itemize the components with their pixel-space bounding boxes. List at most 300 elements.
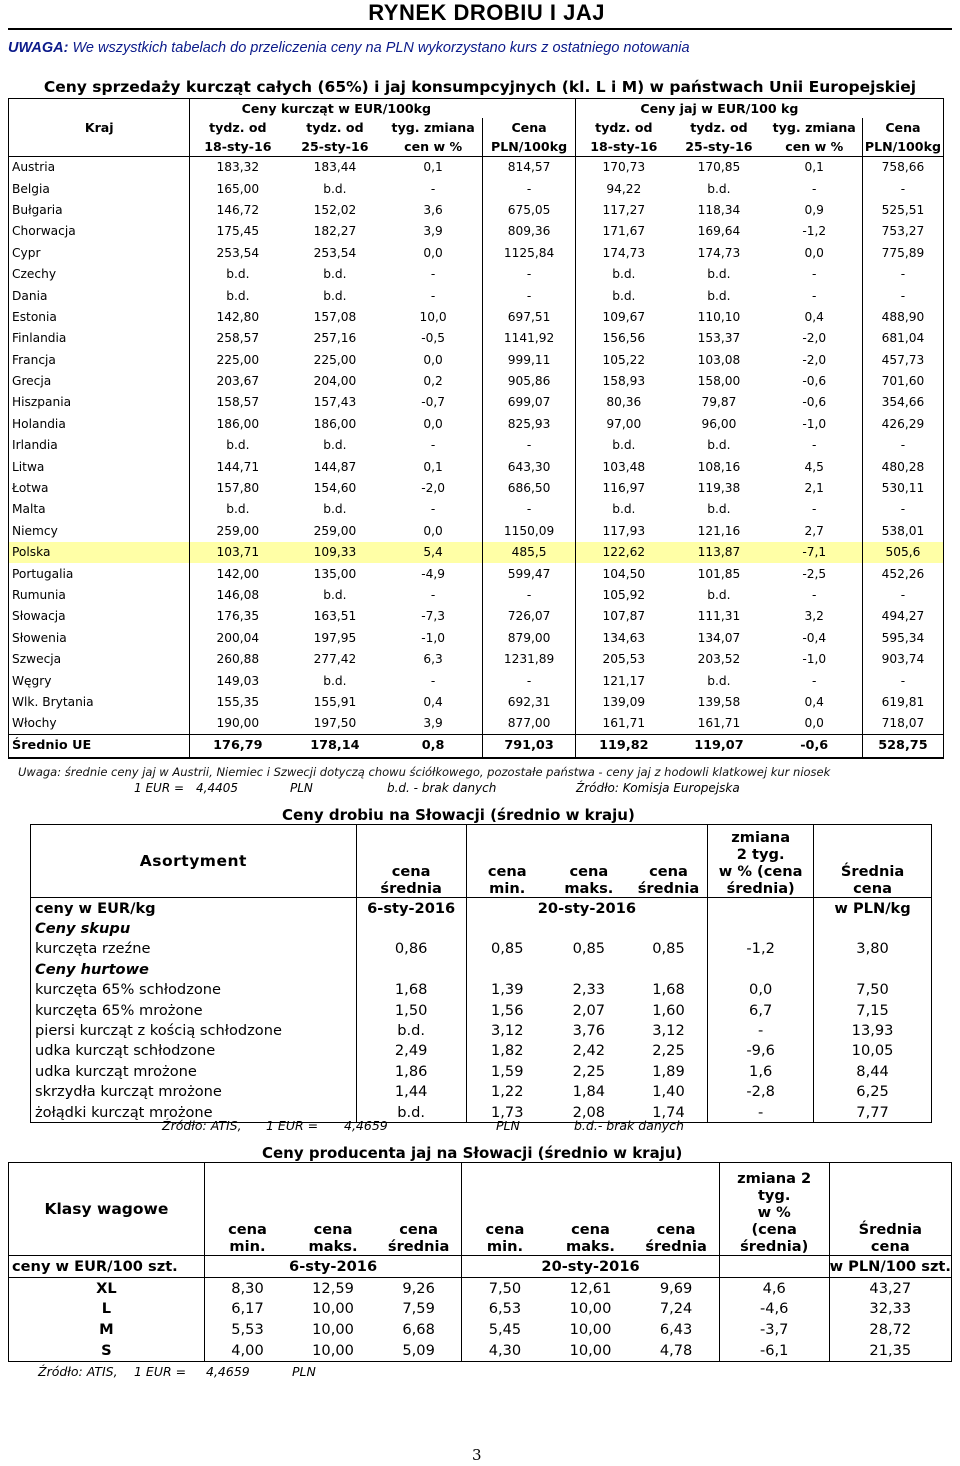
cell-chicken-pln: - xyxy=(482,670,576,691)
cell-class: XL xyxy=(9,1277,205,1298)
cell-pln: 43,27 xyxy=(829,1277,951,1298)
table-row xyxy=(9,242,944,263)
sk-eggs-rate-label: 1 EUR = xyxy=(134,1364,187,1379)
cell-product: żołądki kurcząt mrożone xyxy=(31,1102,357,1123)
table-row xyxy=(9,1277,952,1298)
header-week-b-date: 25-sty-16 xyxy=(285,137,384,157)
cell-eggs-week-a: 171,67 xyxy=(576,221,671,242)
table-row xyxy=(9,499,944,520)
cell-eggs-week-b: 96,00 xyxy=(701,416,737,431)
cell-eggs-pln: 619,81 xyxy=(862,691,943,712)
cell-min-b: 4,30 xyxy=(462,1340,548,1361)
cell-avg-b: 4,78 xyxy=(633,1340,719,1361)
cell-avg-a: 1,86 xyxy=(356,1061,466,1081)
header-min-2: min. xyxy=(229,1238,266,1255)
cell-eggs-change: 0,4 xyxy=(804,694,824,709)
header-week-a-date: 18-sty-16 xyxy=(576,137,671,157)
cell-chicken-week-a: 103,71 xyxy=(190,542,285,563)
header-week-a: tydz. od xyxy=(190,118,285,137)
average-value: 119,07 xyxy=(671,734,766,758)
cell-chicken-pln: - xyxy=(482,584,576,605)
table-row xyxy=(9,606,944,627)
cell-eggs-week-a: 116,97 xyxy=(576,477,671,498)
cell-eggs-week-a: 105,92 xyxy=(576,584,671,605)
cell-min: 0,85 xyxy=(466,939,548,959)
cell-product: udka kurcząt schłodzone xyxy=(31,1041,357,1061)
cell-eggs-week-b: 119,38 xyxy=(697,481,741,496)
cell-chicken-week-b: b.d. xyxy=(323,181,347,196)
cell-eggs-change: - xyxy=(812,181,817,196)
header-avg2 xyxy=(630,825,708,898)
cell-product: udka kurcząt mrożone xyxy=(31,1061,357,1081)
cell-chicken-week-b: 259,00 xyxy=(313,523,357,538)
cell-chicken-week-b: b.d. xyxy=(323,588,347,602)
cell-pln: 28,72 xyxy=(829,1319,951,1340)
cell-pln: 3,80 xyxy=(814,939,932,959)
cell-avg-b: 1,74 xyxy=(630,1102,708,1123)
cell-eggs-week-a: 174,73 xyxy=(576,242,671,263)
cell-eggs-week-a: 122,62 xyxy=(576,542,671,563)
cell-avg-b: 1,40 xyxy=(652,1083,685,1101)
cell-eggs-pln: 488,90 xyxy=(862,306,943,327)
cell-eggs-week-a: b.d. xyxy=(576,435,671,456)
cell-country: Węgry xyxy=(9,670,190,691)
cell-eggs-change: 0,4 xyxy=(804,309,824,324)
cell-country: Grecja xyxy=(9,370,190,391)
header-pln-1: Średnia xyxy=(858,1221,922,1238)
sk-eggs-table xyxy=(8,1162,952,1362)
subheader-wholesale: Ceny hurtowe xyxy=(31,959,357,979)
cell-eggs-pln: 753,27 xyxy=(862,221,943,242)
header-avg xyxy=(356,825,466,898)
sk-eggs-source: Źródło: ATIS, xyxy=(38,1364,118,1379)
cell-country: Austria xyxy=(9,157,190,178)
cell-eggs-change: -1,0 xyxy=(802,416,827,431)
cell-blank xyxy=(356,918,466,938)
cell-blank xyxy=(356,959,466,979)
cell-eggs-week-a: b.d. xyxy=(576,263,671,284)
header-avg-1: cena xyxy=(656,1221,696,1238)
header-group-chicken: Ceny kurcząt w EUR/100kg xyxy=(190,99,482,119)
cell-eggs-pln: 775,89 xyxy=(862,242,943,263)
sk-eggs-rows xyxy=(9,1277,952,1361)
header-price-unit: PLN/100kg xyxy=(482,137,576,157)
cell-min: 1,39 xyxy=(466,980,548,1000)
cell-change: -6,1 xyxy=(719,1340,829,1361)
cell-country: Słowacja xyxy=(9,606,190,627)
cell-eggs-week-a: 117,93 xyxy=(576,520,671,541)
cell-chicken-week-b: 257,16 xyxy=(313,331,357,346)
rate-unit: PLN xyxy=(290,781,313,795)
cell-country: Czechy xyxy=(9,263,190,284)
cell-max-b: 10,00 xyxy=(569,1321,612,1339)
cell-chicken-week-a: 165,00 xyxy=(190,178,285,199)
cell-chicken-change: 5,4 xyxy=(385,542,483,563)
header-change-1: zmiana xyxy=(731,829,791,846)
cell-eggs-week-a: 158,93 xyxy=(576,370,671,391)
average-value: 176,79 xyxy=(190,734,285,758)
cell-chicken-change: -1,0 xyxy=(421,630,446,645)
cell-chicken-week-b: 197,95 xyxy=(313,630,357,645)
sk-eggs-rate-unit: PLN xyxy=(292,1364,316,1379)
cell-avg-a: b.d. xyxy=(356,1102,466,1123)
cell-eggs-change: -0,4 xyxy=(802,630,827,645)
cell-chicken-week-a: 176,35 xyxy=(190,606,285,627)
cell-chicken-week-a: 258,57 xyxy=(190,328,285,349)
sk-poultry-source: Źródło: ATIS, xyxy=(162,1118,242,1133)
cell-max: 2,42 xyxy=(572,1042,606,1060)
cell-chicken-week-b: 197,50 xyxy=(313,716,357,731)
cell-eggs-change: 2,1 xyxy=(804,481,824,496)
cell-eggs-change: -0,6 xyxy=(802,374,827,389)
cell-chicken-week-a: 144,71 xyxy=(190,456,285,477)
cell-chicken-week-b: 135,00 xyxy=(313,566,357,581)
rate-value: 4,4405 xyxy=(196,781,238,795)
cell-eggs-week-a: 121,17 xyxy=(576,670,671,691)
bd-note: b.d. - brak danych xyxy=(387,781,497,795)
cell-chicken-change: 0,1 xyxy=(423,459,443,474)
cell-min-a: 5,53 xyxy=(204,1319,290,1340)
cell-eggs-change: 0,0 xyxy=(804,716,824,731)
cell-country: Niemcy xyxy=(9,520,190,541)
cell-country: Dania xyxy=(9,285,190,306)
table-row xyxy=(9,477,944,498)
cell-eggs-pln: - xyxy=(862,584,943,605)
header-min-1: cena xyxy=(228,1221,267,1238)
cell-blank xyxy=(548,918,630,938)
table-row xyxy=(31,1061,932,1081)
cell-eggs-week-b: 118,34 xyxy=(697,202,741,217)
cell-pln: 7,77 xyxy=(814,1102,932,1123)
date-a: 6-sty-2016 xyxy=(204,1256,461,1278)
cell-eggs-pln: - xyxy=(862,263,943,284)
cell-eggs-pln: 426,29 xyxy=(862,413,943,434)
header-price: Cena xyxy=(862,118,943,137)
cell-blank xyxy=(630,959,708,979)
cell-chicken-week-a: 158,57 xyxy=(190,392,285,413)
cell-eggs-week-b: b.d. xyxy=(707,588,731,602)
cell-eggs-pln: 718,07 xyxy=(862,713,943,734)
cell-eggs-week-a: 97,00 xyxy=(576,413,671,434)
cell-pln: 32,33 xyxy=(829,1299,951,1320)
cell-country: Łotwa xyxy=(9,477,190,498)
header-blank xyxy=(9,99,190,119)
header-change-unit: cen w % xyxy=(385,137,483,157)
cell-class: L xyxy=(9,1299,205,1320)
sk-poultry-bd-note: b.d.- brak danych xyxy=(574,1118,684,1133)
header-change-2: 2 tyg. xyxy=(736,846,785,863)
header-max-1: cena xyxy=(313,1221,353,1238)
cell-chicken-pln: - xyxy=(482,435,576,456)
cell-chicken-week-a: 149,03 xyxy=(190,670,285,691)
cell-min: 1,59 xyxy=(466,1061,548,1081)
header-group-eggs: Ceny jaj w EUR/100 kg xyxy=(576,99,862,119)
cell-min: 1,73 xyxy=(466,1102,548,1123)
cell-min-b: 7,50 xyxy=(462,1277,548,1298)
header-pln xyxy=(829,1163,951,1256)
cell-country: Hiszpania xyxy=(9,392,190,413)
eu-table-title: Ceny sprzedaży kurcząt całych (65%) i jaj konsumpcyjnych (kl. L i M) w państwach Unii Europejskiej xyxy=(43,78,917,96)
cell-eggs-pln: - xyxy=(862,499,943,520)
cell-chicken-week-a: 142,80 xyxy=(190,306,285,327)
cell-eggs-week-b: 121,16 xyxy=(697,523,741,538)
cell-eggs-week-a: 103,48 xyxy=(576,456,671,477)
cell-eggs-pln: - xyxy=(862,435,943,456)
cell-min: 1,82 xyxy=(466,1041,548,1061)
cell-chicken-week-a: 142,00 xyxy=(190,563,285,584)
cell-chicken-week-b: b.d. xyxy=(323,673,347,688)
cell-eggs-change: -0,6 xyxy=(802,395,827,410)
header-change: tyg. zmiana xyxy=(772,120,856,135)
cell-country: Słowenia xyxy=(9,627,190,648)
average-value: 119,82 xyxy=(576,734,671,758)
cell-country: Polska xyxy=(9,542,190,563)
cell-eggs-pln: 595,34 xyxy=(862,627,943,648)
header-avg-1: cena xyxy=(391,863,431,880)
cell-eggs-pln: 538,01 xyxy=(862,520,943,541)
cell-country: Portugalia xyxy=(9,563,190,584)
cell-chicken-pln: 1231,89 xyxy=(482,648,576,669)
cell-max-a: 12,59 xyxy=(290,1277,376,1298)
cell-chicken-week-b: 183,44 xyxy=(313,160,357,175)
header-max xyxy=(290,1163,376,1256)
cell-eggs-week-b: 101,85 xyxy=(697,566,741,581)
cell-chicken-week-b: 157,43 xyxy=(313,395,357,410)
cell-chicken-change: 6,3 xyxy=(423,652,443,667)
cell-max: 2,33 xyxy=(572,981,606,999)
header-min-1: cena xyxy=(487,863,527,880)
table-row xyxy=(9,370,944,391)
cell-chicken-pln: 1125,84 xyxy=(482,242,576,263)
header-avg2-1: cena xyxy=(649,863,688,880)
table-row xyxy=(31,1041,932,1061)
cell-chicken-pln: - xyxy=(482,263,576,284)
cell-avg-b: 6,43 xyxy=(659,1321,693,1339)
cell-eggs-change: 0,0 xyxy=(804,245,824,260)
cell-eggs-change: - xyxy=(812,438,817,453)
cell-chicken-change: 0,1 xyxy=(423,160,443,175)
cell-eggs-week-b: b.d. xyxy=(707,502,731,517)
date-b: 20-sty-2016 xyxy=(466,898,708,919)
header-week-a: tydz. od xyxy=(576,118,671,137)
cell-chicken-week-a: b.d. xyxy=(190,499,285,520)
cell-chicken-week-b: 182,27 xyxy=(313,224,357,239)
eu-source: Źródło: Komisja Europejska xyxy=(576,781,740,795)
sk-eggs-title: Ceny producenta jaj na Słowacji (średnio w kraju) xyxy=(262,1144,683,1162)
cell-pln: 8,44 xyxy=(814,1061,932,1081)
header-change-4: średnia) xyxy=(726,880,795,897)
cell-eggs-pln: 480,28 xyxy=(862,456,943,477)
header-blank xyxy=(862,99,943,119)
cell-eggs-week-b: b.d. xyxy=(707,267,731,282)
table-row xyxy=(9,1299,952,1320)
cell-avg-b: 3,12 xyxy=(652,1022,685,1040)
cell-chicken-week-b: 163,51 xyxy=(313,609,357,624)
cell-chicken-week-b: 155,91 xyxy=(313,694,357,709)
cell-chicken-pln: 809,36 xyxy=(482,221,576,242)
cell-chicken-pln: - xyxy=(482,499,576,520)
cell-eggs-week-a: 80,36 xyxy=(576,392,671,413)
cell-chicken-change: 0,4 xyxy=(423,694,443,709)
cell-chicken-pln: 697,51 xyxy=(482,306,576,327)
table-row xyxy=(31,1000,932,1020)
cell-eggs-week-a: 105,22 xyxy=(576,349,671,370)
table-row xyxy=(31,1020,932,1040)
table-row xyxy=(9,1319,952,1340)
header-avg2-2: średnia xyxy=(637,880,700,897)
cell-eggs-week-b: 158,00 xyxy=(697,374,741,389)
cell-eggs-pln: - xyxy=(862,178,943,199)
cell-chicken-week-a: 157,80 xyxy=(190,477,285,498)
cell-avg-a: 6,68 xyxy=(402,1321,435,1339)
table-row xyxy=(9,306,944,327)
header-avg-1: cena xyxy=(399,1221,439,1238)
cell-blank xyxy=(814,918,932,938)
cell-avg-a: 2,49 xyxy=(356,1041,466,1061)
cell-country: Szwecja xyxy=(9,648,190,669)
cell-country: Francja xyxy=(9,349,190,370)
cell-product: kurczęta rzeźne xyxy=(31,939,357,959)
cell-class: M xyxy=(9,1319,205,1340)
table-row xyxy=(9,1340,952,1361)
cell-eggs-week-a: b.d. xyxy=(576,499,671,520)
cell-product: kurczęta 65% schłodzone xyxy=(31,980,357,1000)
cell-chicken-week-a: 183,32 xyxy=(190,157,285,178)
header-pln xyxy=(814,825,932,898)
header-change-unit: cen w % xyxy=(767,137,863,157)
cell-country: Malta xyxy=(9,499,190,520)
cell-chicken-change: -2,0 xyxy=(421,481,446,496)
page-title: RYNEK DROBIU I JAJ xyxy=(368,0,605,25)
date-a: 6-sty-2016 xyxy=(356,898,466,919)
cell-change: -1,2 xyxy=(708,939,814,959)
header-min-2: min. xyxy=(489,880,526,897)
cell-country: Belgia xyxy=(9,178,190,199)
table-row xyxy=(9,542,944,563)
cell-chicken-week-b: 157,08 xyxy=(313,309,357,324)
cell-chicken-change: - xyxy=(430,673,436,688)
cell-chicken-pln: 675,05 xyxy=(482,199,576,220)
title-divider xyxy=(8,28,952,30)
cell-eggs-change: -2,0 xyxy=(802,352,827,367)
header-change xyxy=(708,825,814,898)
header-week-b-date: 25-sty-16 xyxy=(671,137,766,157)
cell-chicken-pln: 879,00 xyxy=(482,627,576,648)
cell-chicken-pln: - xyxy=(482,178,576,199)
header-change-3: w % (cena xyxy=(718,863,803,880)
header-max xyxy=(548,1163,634,1256)
date-b: 20-sty-2016 xyxy=(462,1256,719,1278)
cell-avg-b: 9,69 xyxy=(633,1277,719,1298)
cell-chicken-change: 3,6 xyxy=(423,202,443,217)
cell-eggs-week-b: 153,37 xyxy=(697,331,741,346)
cell-eggs-change: -7,1 xyxy=(767,542,863,563)
cell-eggs-change: - xyxy=(812,288,817,303)
cell-eggs-change: 2,7 xyxy=(804,523,824,538)
cell-eggs-week-b: 139,58 xyxy=(697,694,741,709)
cell-eggs-week-b: 134,07 xyxy=(697,630,741,645)
header-price-unit: PLN/100kg xyxy=(862,137,943,157)
cell-chicken-week-a: 155,35 xyxy=(190,691,285,712)
header-avg-2: średnia xyxy=(380,880,442,897)
cell-country: Irlandia xyxy=(9,435,190,456)
cell-chicken-week-a: 259,00 xyxy=(190,520,285,541)
sk-eggs-rate-value: 4,4659 xyxy=(206,1364,250,1379)
header-avg-2: średnia xyxy=(645,1238,707,1255)
table-row xyxy=(9,328,944,349)
table-row xyxy=(31,980,932,1000)
cell-eggs-pln: 494,27 xyxy=(862,606,943,627)
cell-eggs-change: 0,1 xyxy=(804,160,824,175)
cell-chicken-pln: 825,93 xyxy=(482,413,576,434)
cell-min: 1,56 xyxy=(466,1000,548,1020)
cell-eggs-change: 4,5 xyxy=(804,459,824,474)
cell-chicken-change: -0,5 xyxy=(421,331,446,346)
cell-pln: 7,15 xyxy=(814,1000,932,1020)
cell-chicken-change: -0,7 xyxy=(421,395,446,410)
cell-eggs-week-b: b.d. xyxy=(707,181,731,196)
cell-change: - xyxy=(708,1020,814,1040)
cell-pln: 6,25 xyxy=(814,1082,932,1102)
cell-chicken-week-b: 154,60 xyxy=(313,481,357,496)
cell-eggs-pln: 525,51 xyxy=(862,199,943,220)
cell-chicken-week-a: 253,54 xyxy=(190,242,285,263)
cell-chicken-change: 3,9 xyxy=(423,716,443,731)
warning-text: We wszystkich tabelach do przeliczenia ceny na PLN wykorzystano kurs z ostatniego notowania xyxy=(68,40,690,56)
table-row xyxy=(31,939,932,959)
cell-chicken-week-b: 253,54 xyxy=(313,245,357,260)
sk-wholesale-rows xyxy=(31,980,932,1123)
header-avg xyxy=(633,1163,719,1256)
cell-change: 1,6 xyxy=(708,1061,814,1081)
cell-chicken-week-b: 277,42 xyxy=(313,652,357,667)
cell-chicken-week-a: 200,04 xyxy=(190,627,285,648)
cell-chicken-pln: 699,07 xyxy=(482,392,576,413)
header-min xyxy=(462,1163,548,1256)
cell-product: skrzydła kurcząt mrożone xyxy=(31,1082,357,1102)
header-price: Cena xyxy=(482,118,576,137)
subheader-purchase: Ceny skupu xyxy=(31,918,357,938)
table-row xyxy=(9,563,944,584)
header-max-2: maks. xyxy=(565,1238,615,1255)
cell-eggs-change: -1,0 xyxy=(802,652,827,667)
table-row xyxy=(9,178,944,199)
cell-eggs-week-a: 139,09 xyxy=(576,691,671,712)
cell-eggs-week-b: 113,87 xyxy=(671,542,766,563)
cell-change: -2,8 xyxy=(708,1082,814,1102)
sk-purchase-rows xyxy=(31,939,932,959)
cell-pln: 13,93 xyxy=(814,1020,932,1040)
cell-avg-b: 1,68 xyxy=(652,981,685,999)
cell-chicken-change: - xyxy=(430,438,436,453)
sk-poultry-title: Ceny drobiu na Słowacji (średnio w kraju) xyxy=(282,806,635,824)
cell-chicken-change: - xyxy=(430,181,436,196)
cell-blank xyxy=(630,918,708,938)
header-pln-1: Średnia xyxy=(840,863,905,880)
cell-max: 0,85 xyxy=(572,940,606,958)
table-row xyxy=(9,584,944,605)
cell-eggs-pln: 681,04 xyxy=(862,328,943,349)
header-min xyxy=(204,1163,290,1256)
cell-min-a: 6,17 xyxy=(204,1299,290,1320)
cell-chicken-pln: - xyxy=(482,285,576,306)
cell-blank xyxy=(814,959,932,979)
cell-chicken-week-b: 152,02 xyxy=(313,202,357,217)
table-row xyxy=(9,263,944,284)
cell-chicken-change: 0,0 xyxy=(423,352,443,367)
header-assortment: Asortyment xyxy=(31,825,357,898)
cell-eggs-week-b: 79,87 xyxy=(701,395,737,410)
